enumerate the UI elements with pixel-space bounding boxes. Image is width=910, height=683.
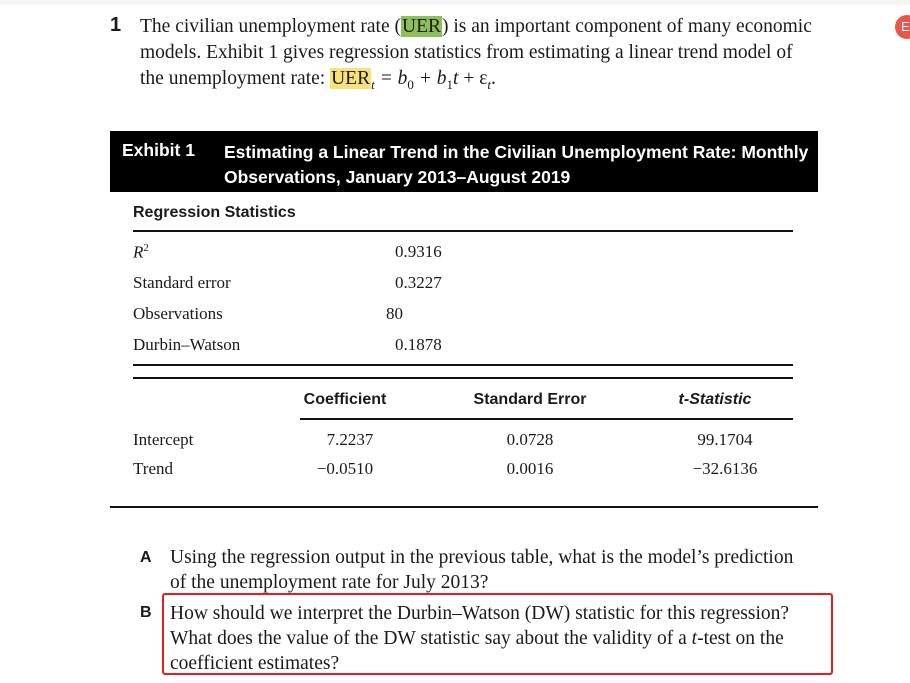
side-badge[interactable]: E <box>895 15 910 39</box>
top-strip <box>0 0 910 5</box>
question-number: 1 <box>110 14 122 36</box>
eq-sub-t2: t <box>487 76 492 92</box>
table-rule <box>133 364 793 366</box>
highlight-box <box>162 593 833 675</box>
stat-label-r2: $R^2$ <box>133 242 149 262</box>
coef-label-trend: Trend <box>133 459 173 478</box>
stat-value-std-error: 0.3227 <box>395 273 442 292</box>
coef-trend-std-error: 0.0016 <box>506 459 554 478</box>
part-a-letter: A <box>140 549 152 566</box>
stat-value-observations: 80 <box>386 304 403 323</box>
stat-value-r2: 0.9316 <box>395 242 442 261</box>
stat-label-std-error: Standard error <box>133 273 231 292</box>
col-header-t-statistic: t-Statistic <box>678 391 752 408</box>
eq-sub1: 1 <box>446 76 454 92</box>
eq-sub-t: t <box>371 76 375 92</box>
table-rule <box>133 377 793 379</box>
equation-uer: UER <box>331 68 371 89</box>
part-a-text: Using the regression output in the previous table, what is the model’s prediction of the unemployment rate for July 2013? <box>170 547 794 593</box>
coef-intercept-std-error: 0.0728 <box>506 430 554 449</box>
eq-t: t <box>453 68 459 89</box>
col-header-std-error: Standard Error <box>473 391 587 408</box>
coef-label-intercept: Intercept <box>133 430 194 449</box>
part-b-text: How should we interpret the Durbin–Watson (DW) statistic for this regression? What does the value of the DW statistic say about the validity of a t-test on the coefficient estimates? <box>170 603 790 674</box>
stat-value-durbin-watson: 0.1878 <box>395 335 442 354</box>
coef-intercept-t-stat: 99.1704 <box>697 430 753 449</box>
eq-sub0: 0 <box>407 76 414 92</box>
question-body: ) is an important component of many economic models. Exhibit 1 gives regression statistics from estimating a linear trend model of the unemployment rate: <box>140 16 812 89</box>
coef-trend-coefficient: −0.0510 <box>316 459 374 478</box>
table-rule <box>110 506 818 508</box>
exhibit-label: Exhibit 1 <box>122 140 195 160</box>
regression-stats-heading: Regression Statistics <box>133 204 296 221</box>
eq-plus2: + ε <box>458 68 488 89</box>
uer-highlight: UER <box>402 16 441 37</box>
eq-end: . <box>491 68 496 89</box>
table-rule <box>133 230 793 232</box>
stat-label-durbin-watson: Durbin–Watson <box>133 335 241 354</box>
part-b-letter: B <box>140 604 152 621</box>
stat-label-observations: Observations <box>133 304 223 323</box>
table-rule <box>300 418 793 420</box>
coef-intercept-coefficient: 7.2237 <box>326 430 374 449</box>
eq-plus1: + b <box>413 68 447 89</box>
question-intro: The civilian unemployment rate ( <box>140 16 401 37</box>
exhibit-title: Estimating a Linear Trend in the Civilian Unemployment Rate: Monthly Observations, January 2013–August 2019 <box>224 142 809 187</box>
exhibit-header <box>110 131 818 192</box>
question-text <box>140 14 820 98</box>
col-header-coefficient: Coefficient <box>303 391 387 408</box>
eq-rest: = b <box>374 68 408 89</box>
coef-trend-t-stat: −32.6136 <box>692 459 758 478</box>
